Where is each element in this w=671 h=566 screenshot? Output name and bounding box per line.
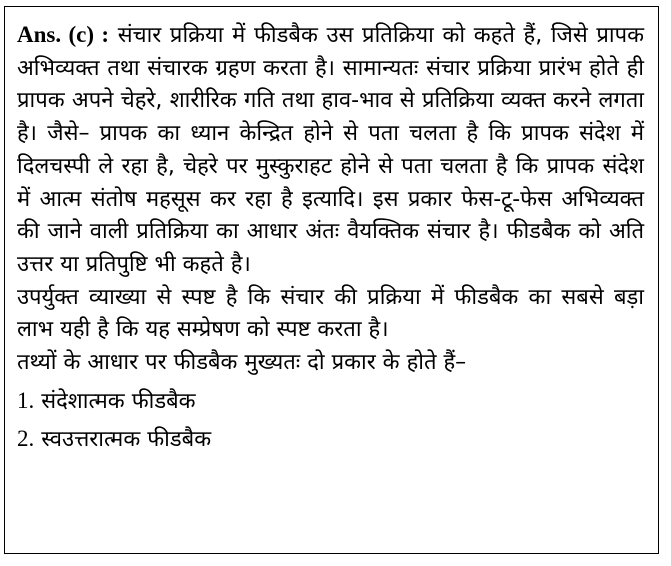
answer-intro: तथ्यों के आधार पर फीडबैक मुख्यतः दो प्रकार के होते हैं– [17, 350, 467, 376]
answer-box [4, 6, 659, 554]
answer-body: संचार प्रक्रिया में फीडबैक उस प्रतिक्रिया को कहते हैं, जिसे प्रापक अभिव्यक्त तथा संचारक ग्रहण करता है। सामान्यतः संचार प्रक्रिया प्रारंभ होते ही प्रापक अपने चेहरे, शारीरिक गति तथा हाव-भाव से प्रतिक्रिया व्यक्त करने लगता है। जैसे– प्रापक का ध्यान केन्द्रित होने से पता चलता है कि प्रापक संदेश में दिलचस्पी ले रहा है, चेहरे पर मुस्कुराहट होने से पता चलता है कि प्रापक संदेश में आत्म संतोष महसूस कर रहा है इत्यादि। इस प्रकार फेस-टू-फेस अभिव्यक्त की जाने वाली प्रतिक्रिया का आधार अंतः वैयक्तिक संचार है। फीडबैक को अति उत्तर या प्रतिपुष्टि भी कहते है। [17, 23, 644, 277]
list-item-number: 2. [17, 425, 35, 451]
list-item [17, 422, 644, 457]
answer-paragraph-2: उपर्युक्त व्याख्या से स्पष्ट है कि संचार की प्रक्रिया में फीडबैक का सबसे बड़ा लाभ यही है कि यह सम्प्रेषण को स्पष्ट करता है। [17, 284, 644, 343]
list-item-number: 1. [17, 387, 35, 413]
answer-paragraph [17, 19, 644, 282]
feedback-type-list [17, 384, 644, 457]
list-item [17, 384, 644, 419]
answer-label: Ans. (c) : [17, 22, 110, 47]
list-item-text: संदेशात्मक फीडबैक [41, 388, 196, 414]
list-item-text: स्वउत्तरात्मक फीडबैक [41, 426, 212, 452]
